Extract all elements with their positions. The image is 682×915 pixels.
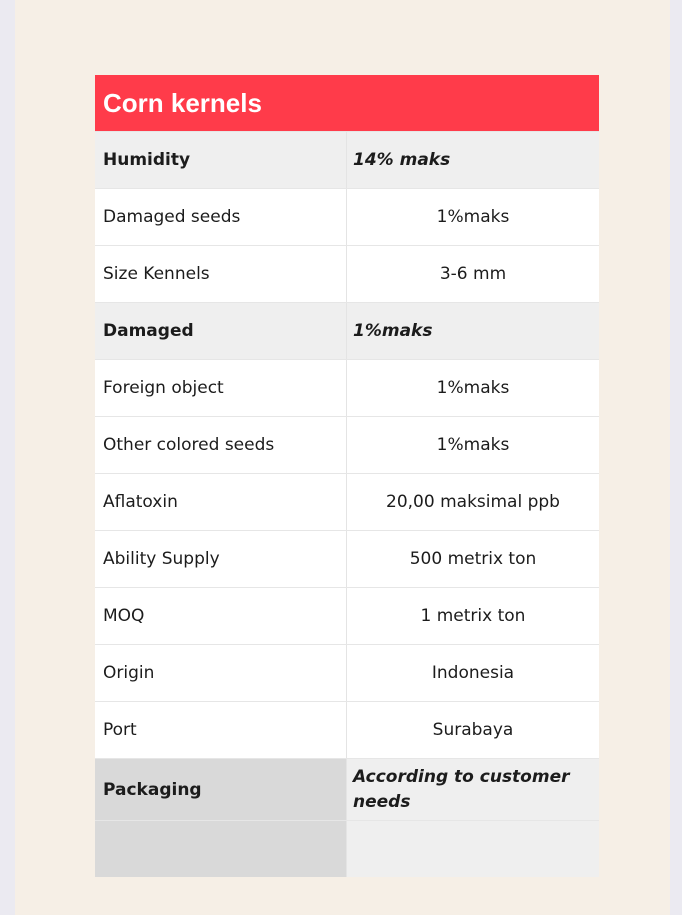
row-label: MOQ bbox=[95, 588, 347, 644]
row-label: Aflatoxin bbox=[95, 474, 347, 530]
row-value: 14% maks bbox=[347, 132, 599, 188]
table-row bbox=[95, 530, 599, 587]
row-label: Size Kennels bbox=[95, 246, 347, 302]
row-value: 500 metrix ton bbox=[347, 531, 599, 587]
row-label: Ability Supply bbox=[95, 531, 347, 587]
row-value: Surabaya bbox=[347, 702, 599, 758]
table-row bbox=[95, 473, 599, 530]
row-label: Packaging bbox=[95, 759, 347, 820]
table-row bbox=[95, 416, 599, 473]
table-row bbox=[95, 701, 599, 758]
row-value: According to customer needs bbox=[347, 759, 599, 820]
row-label: Damaged seeds bbox=[95, 189, 347, 245]
row-label bbox=[95, 821, 347, 877]
table-title: Corn kernels bbox=[95, 75, 599, 131]
row-value: Indonesia bbox=[347, 645, 599, 701]
row-value: 1%maks bbox=[347, 303, 599, 359]
row-value: 20,00 maksimal ppb bbox=[347, 474, 599, 530]
row-label: Port bbox=[95, 702, 347, 758]
table-row bbox=[95, 758, 599, 820]
row-label: Origin bbox=[95, 645, 347, 701]
spec-table bbox=[95, 75, 599, 877]
table-row-empty bbox=[95, 820, 599, 877]
row-label: Humidity bbox=[95, 132, 347, 188]
table-row bbox=[95, 587, 599, 644]
row-label: Damaged bbox=[95, 303, 347, 359]
row-value: 1%maks bbox=[347, 189, 599, 245]
table-row bbox=[95, 245, 599, 302]
row-value: 1 metrix ton bbox=[347, 588, 599, 644]
page bbox=[15, 0, 670, 915]
table-row bbox=[95, 131, 599, 188]
row-value: 3-6 mm bbox=[347, 246, 599, 302]
table-row bbox=[95, 188, 599, 245]
table-row bbox=[95, 644, 599, 701]
table-row bbox=[95, 359, 599, 416]
row-label: Other colored seeds bbox=[95, 417, 347, 473]
table-row bbox=[95, 302, 599, 359]
row-value: 1%maks bbox=[347, 417, 599, 473]
row-label: Foreign object bbox=[95, 360, 347, 416]
row-value: 1%maks bbox=[347, 360, 599, 416]
row-value bbox=[347, 821, 599, 877]
